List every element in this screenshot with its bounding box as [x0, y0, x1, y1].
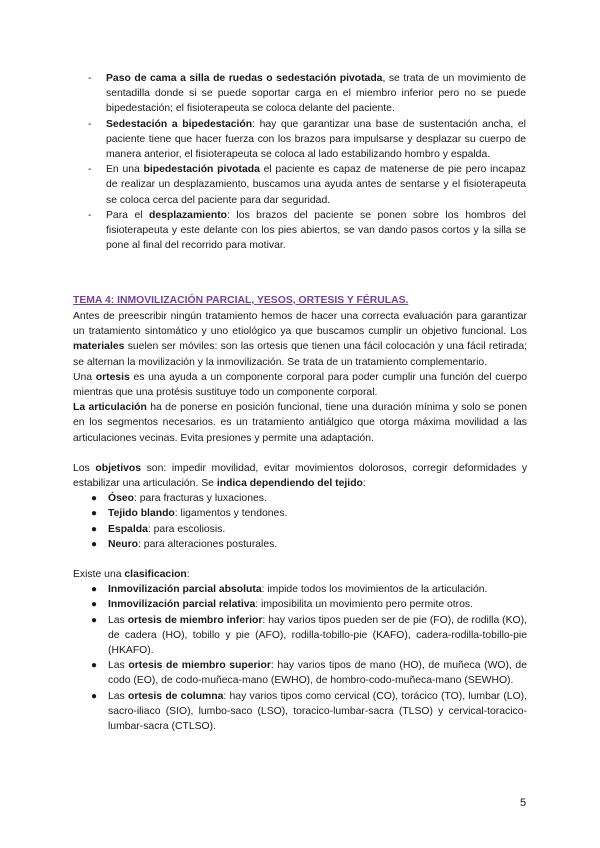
list-item: ● Inmovilización parcial absoluta: impide todos los movimientos de la articulación. — [91, 584, 488, 596]
transfer-list — [88, 71, 526, 253]
list-item: - Paso de cama a silla de ruedas o sedestación pivotada, se trata de un movimiento de sentadilla donde si se puede soportar carga en el miembro inferior pero no se puede bipedestación; el fisioterapeuta se coloca delante del paciente. — [88, 73, 526, 115]
paragraph-materials: Antes de preescribir ningún tratamiento hemos de hacer una correcta evaluación para garantizar un tratamiento sintomático y uno etiológico ya que buscamos cumplir un objetivo funcional. Los materiales suelen ser móviles: son las ortesis que tienen una fácil colocación y una fácil retirada; se alternan la movilización y la inmovilización. Se trata de un tratamiento complementario. — [73, 311, 527, 368]
tissue-list — [89, 491, 527, 552]
list-item: - Sedestación a bipedestación: hay que garantizar una base de sustentación ancha, el paciente tiene que hacer fuerza con los brazos para impulsarse y desplazar su cuerpo de manera anterior, el fisioterapeuta se coloca al lado estabilizando hombro y espalda. — [88, 118, 526, 161]
list-item: ● Óseo: para fracturas y luxaciones. — [91, 493, 267, 505]
section-body — [73, 309, 527, 734]
list-item: ● Tejido blando: ligamentos y tendones. — [91, 508, 288, 520]
paragraph-articulacion: La articulación ha de ponerse en posición funcional, tiene una duración mínima y solo se ponen en los segmentos necesarios. es un tratamiento antiálgico que otorga máxima movilidad a las articulaciones vecinas. Evita presiones y permite una adaptación. — [73, 402, 527, 444]
section-heading: TEMA 4: INMOVILIZACIÓN PARCIAL, YESOS, ORTESIS Y FÉRULAS. — [73, 295, 409, 306]
list-item: - En una bipedestación pivotada el paciente es capaz de matenerse de pie pero incapaz de realizar un desplazamiento, buscamos una ayuda antes de sentarse y el fisioterapeuta se coloca cerca del paciente para dar seguridad. — [88, 164, 526, 206]
page-number: 5 — [520, 797, 527, 809]
list-item: ● Espalda: para escoliosis. — [91, 523, 226, 535]
list-item: - Para el desplazamiento: los brazos del paciente se ponen sobre los hombros del fisioterapeuta y este delante con los pies abiertos, se van dando pasos cortos y la silla se pone al final del recorrido para motivar. — [88, 209, 526, 252]
paragraph-clasificacion: Existe una clasificacion: — [73, 569, 190, 581]
list-item: ● Inmovilización parcial relativa: imposibilita un movimiento pero permite otros. — [91, 599, 473, 611]
paragraph-ortesis: Una ortesis es una ayuda a un componente corporal para poder cumplir una función del cuerpo mientras que una protésis sustituye todo un componente corporal. — [73, 371, 527, 399]
list-item: ● Neuro: para alteraciones posturales. — [91, 538, 278, 550]
list-item: ● Las ortesis de columna: hay varios tipos como cervical (CO), torácico (TO), lumbar (LO), sacro-iliaco (SIO), lumbo-saco (LSO), toracico-lumbar-sacra (TLSO) y cervical-toracico-lumbar-sacra (CTLSO). — [91, 690, 527, 733]
classification-list — [89, 582, 527, 734]
list-item: ● Las ortesis de miembro inferior: hay varios tipos pueden ser de pie (FO), de rodilla (KO), de cadera (HO), tobillo y pie (AFO), rodilla-tobillo-pie (KAFO), cadera-rodilla-tobillo-pie (HKAFO). — [91, 614, 527, 657]
paragraph-objetivos: Los objetivos son: impedir movilidad, evitar movimientos dolorosos, corregir deformidades y estabilizar una articulación. Se indica dependiendo del tejido: — [73, 462, 528, 490]
list-item: ● Las ortesis de miembro superior: hay varios tipos de mano (HO), de muñeca (WO), de codo (EO), de codo-muñeca-mano (EWHO), de hombro-codo-muñeca-mano (SEWHO). — [91, 660, 527, 687]
